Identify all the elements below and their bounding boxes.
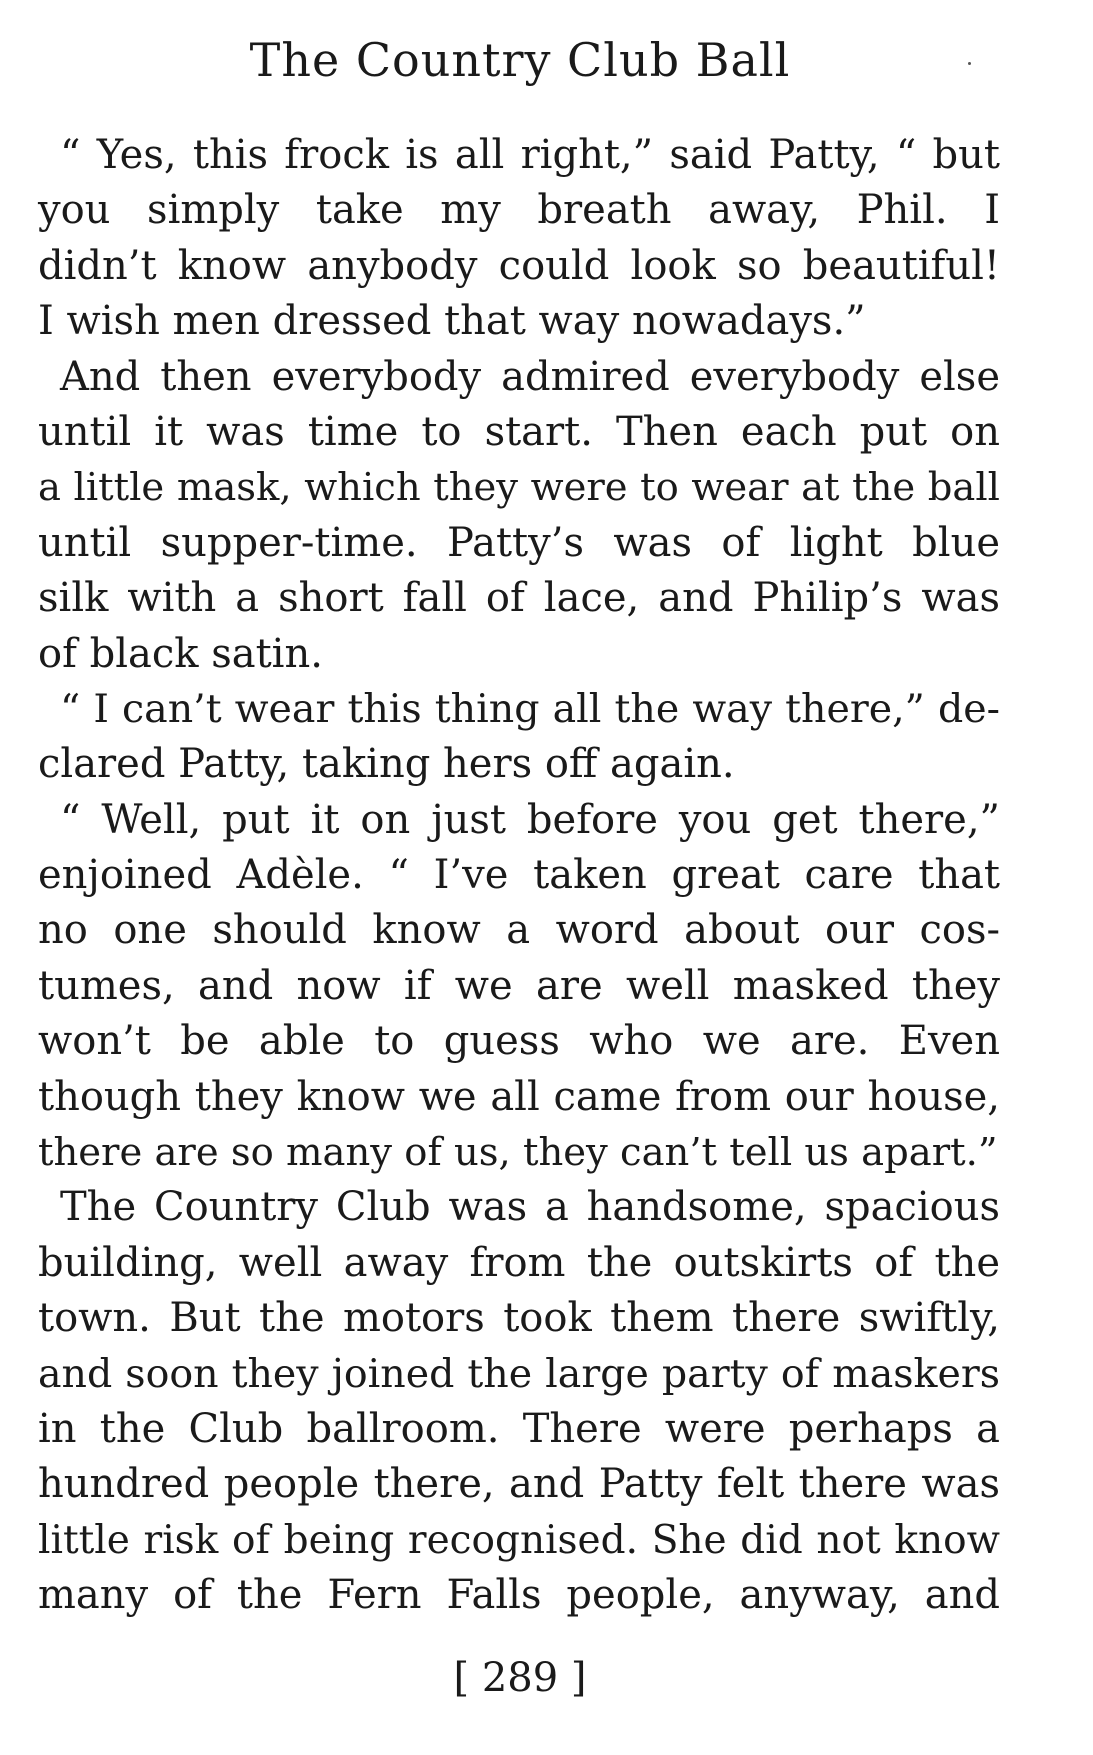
text-line: of black satin.	[38, 630, 323, 677]
text-line: and soon they joined the large party of maskers	[38, 1350, 1000, 1397]
text-line: though they know we all came from our house,	[38, 1073, 1000, 1120]
text-line: town. But the motors took them there swiftly,	[38, 1295, 1000, 1342]
text-line: didn’t know anybody could look so beautiful!	[38, 242, 1000, 289]
text-line: The Country Club was a handsome, spacious	[60, 1184, 1000, 1231]
text-line: tumes, and now if we are well masked they	[38, 962, 1000, 1009]
text-line: little risk of being recognised. She did not know	[38, 1517, 1000, 1563]
text-line: you simply take my breath away, Phil. I	[38, 187, 1000, 234]
text-line: many of the Fern Falls people, anyway, and	[38, 1572, 1000, 1619]
text-line: building, well away from the outskirts of the	[38, 1239, 1000, 1286]
text-line: won’t be able to guess who we are. Even	[38, 1018, 1000, 1065]
text-line: “ I can’t wear this thing all the way there,” de-	[60, 685, 1000, 732]
text-line: “ Well, put it on just before you get there,”	[60, 796, 1000, 843]
text-line: “ Yes, this frock is all right,” said Patty, “ but	[60, 132, 1000, 178]
text-line: silk with a short fall of lace, and Philip’s was	[38, 575, 1000, 622]
running-head: The Country Club Ball	[249, 33, 791, 87]
text-line: there are so many of us, they can’t tell us apart.”	[38, 1130, 998, 1176]
body-text	[38, 128, 1000, 1624]
text-line: I wish men dressed that way nowadays.”	[38, 298, 866, 345]
text-line: enjoined Adèle. “ I’ve taken great care that	[38, 852, 1000, 899]
text-line: hundred people there, and Patty felt there was	[38, 1461, 1000, 1508]
text-line: no one should know a word about our cos-	[38, 907, 1000, 954]
text-line: until supper-time. Patty’s was of light blue	[38, 519, 1000, 566]
text-line: until it was time to start. Then each put on	[38, 408, 1000, 455]
text-line: And then everybody admired everybody else	[60, 353, 1000, 400]
page-number: [ 289 ]	[453, 1655, 587, 1701]
text-line: in the Club ballroom. There were perhaps a	[38, 1405, 1000, 1452]
text-line: clared Patty, taking hers off again.	[38, 741, 735, 788]
text-line: a little mask, which they were to wear at the ball	[38, 465, 1000, 511]
